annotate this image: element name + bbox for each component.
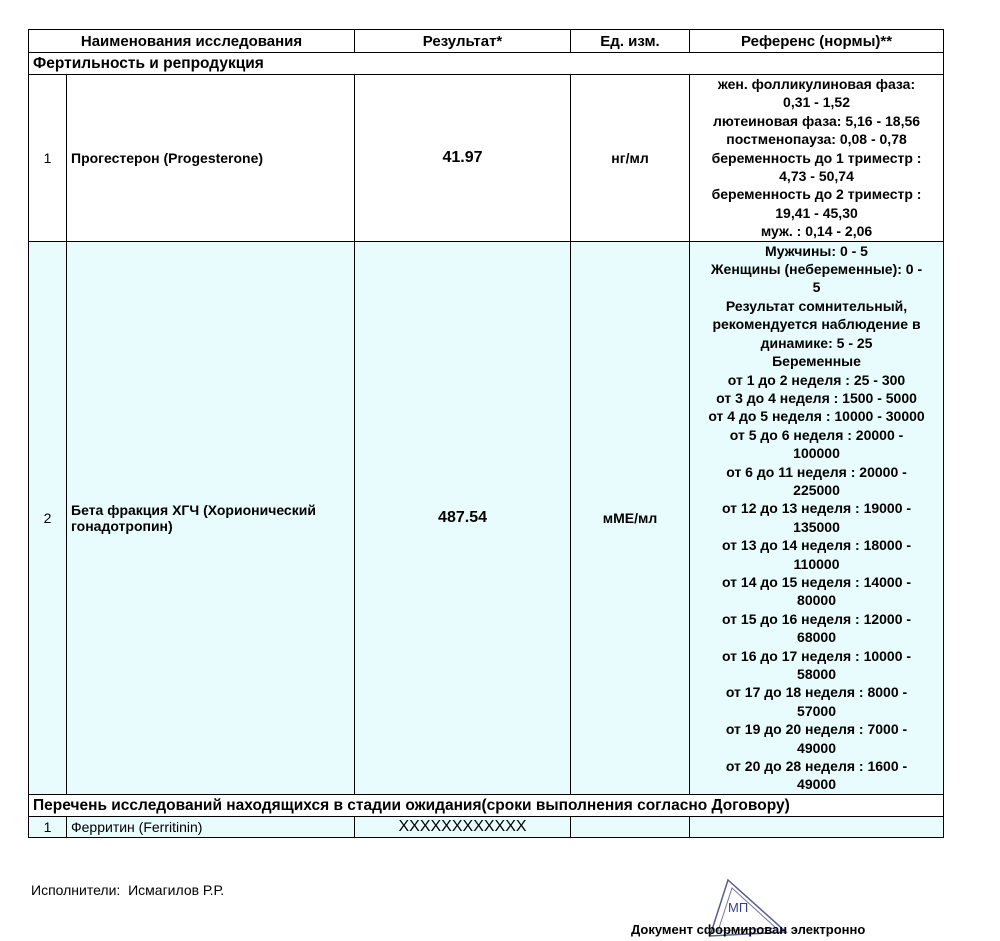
reference-line: беременность до 2 триместр :	[711, 186, 922, 203]
reference-line: рекомендуется наблюдение в	[712, 316, 921, 333]
reference-range	[690, 241, 944, 794]
header-unit: Ед. изм.	[571, 30, 690, 53]
reference-line: от 3 до 4 неделя : 1500 - 5000	[716, 389, 917, 406]
header-reference: Референс (нормы)**	[690, 30, 944, 53]
test-result: 41.97	[355, 75, 571, 242]
section-title: Фертильность и репродукция	[29, 53, 944, 75]
pending-section-title: Перечень исследований находящихся в стадии ожидания(сроки выполнения согласно Договору)	[29, 794, 944, 816]
executors	[31, 882, 224, 898]
reference-line: 100000	[793, 445, 840, 462]
results-table	[28, 29, 944, 838]
reference-line: Женщины (небеременные): 0 -	[710, 261, 923, 278]
header-test-name: Наименования исследования	[29, 30, 355, 53]
reference-line: от 5 до 6 неделя : 20000 -	[729, 426, 904, 443]
reference-range	[690, 75, 944, 242]
row-number: 2	[29, 241, 67, 794]
reference-line: 110000	[793, 555, 840, 572]
reference-line: Мужчины: 0 - 5	[765, 242, 868, 259]
reference-line: жен. фолликулиновая фаза:	[717, 76, 916, 92]
pending-section-row	[29, 794, 944, 816]
reference-line: от 14 до 15 неделя : 14000 -	[721, 573, 912, 590]
reference-line: от 13 до 14 неделя : 18000 -	[721, 537, 912, 554]
reference-line: от 17 до 18 неделя : 8000 -	[725, 684, 908, 701]
reference-line: от 1 до 2 неделя : 25 - 300	[727, 371, 906, 388]
reference-line: от 4 до 5 неделя : 10000 - 30000	[708, 408, 925, 425]
reference-line: беременность до 1 триместр :	[711, 149, 922, 166]
reference-line: от 19 до 20 неделя : 7000 -	[725, 721, 908, 738]
table-row	[29, 241, 944, 794]
reference-line: Результат сомнительный,	[725, 297, 908, 314]
test-result: 487.54	[355, 241, 571, 794]
header-result: Результат*	[355, 30, 571, 53]
row-number: 1	[29, 75, 67, 242]
executors-label: Исполнители:	[31, 882, 121, 898]
reference-line: 58000	[797, 666, 836, 682]
reference-line: муж. : 0,14 - 2,06	[760, 223, 873, 240]
reference-line: 49000	[797, 776, 836, 793]
section-row	[29, 53, 944, 75]
reference-line: 80000	[797, 592, 836, 609]
reference-line: лютеиновая фаза: 5,16 - 18,56	[712, 112, 921, 129]
reference-line: от 15 до 16 неделя : 12000 -	[721, 610, 912, 627]
reference-line: постменопауза: 0,08 - 0,78	[726, 131, 907, 148]
reference-line: от 20 до 28 неделя : 1600 -	[725, 758, 908, 775]
document-note: Документ сформирован электронно	[631, 922, 866, 937]
test-unit: нг/мл	[571, 75, 690, 242]
test-name: Бета фракция ХГЧ (Хорионический гонадотропин)	[67, 241, 355, 794]
reference-line: от 16 до 17 неделя : 10000 -	[721, 647, 912, 664]
row-number: 1	[29, 816, 67, 837]
reference-line: 135000	[793, 518, 840, 535]
executors-name: Исмагилов Р.Р.	[128, 882, 225, 898]
reference-line: от 12 до 13 неделя : 19000 -	[721, 500, 912, 517]
reference-line: 225000	[793, 481, 840, 498]
test-unit	[571, 816, 690, 837]
table-row	[29, 816, 944, 837]
reference-range	[690, 816, 944, 837]
reference-line: 4,73 - 50,74	[779, 168, 854, 185]
table-header-row	[29, 30, 944, 53]
test-result: XXXXXXXXXXXX	[355, 816, 571, 837]
reference-line: 49000	[797, 739, 836, 756]
stamp-label: МП	[728, 900, 749, 915]
reference-line: 0,31 - 1,52	[783, 94, 850, 111]
reference-line: динамике: 5 - 25	[760, 334, 873, 351]
test-unit: мМЕ/мл	[571, 241, 690, 794]
reference-line: Беременные	[772, 353, 861, 370]
reference-line: от 6 до 11 неделя : 20000 -	[726, 463, 907, 480]
reference-line: 68000	[797, 629, 836, 646]
lab-results-document	[28, 29, 943, 838]
test-name: Ферритин (Ferritinin)	[67, 816, 355, 837]
reference-line: 5	[812, 279, 821, 296]
reference-line: 57000	[797, 702, 836, 719]
test-name: Прогестерон (Progesterone)	[67, 75, 355, 242]
table-row	[29, 75, 944, 242]
reference-line: 19,41 - 45,30	[775, 204, 858, 221]
